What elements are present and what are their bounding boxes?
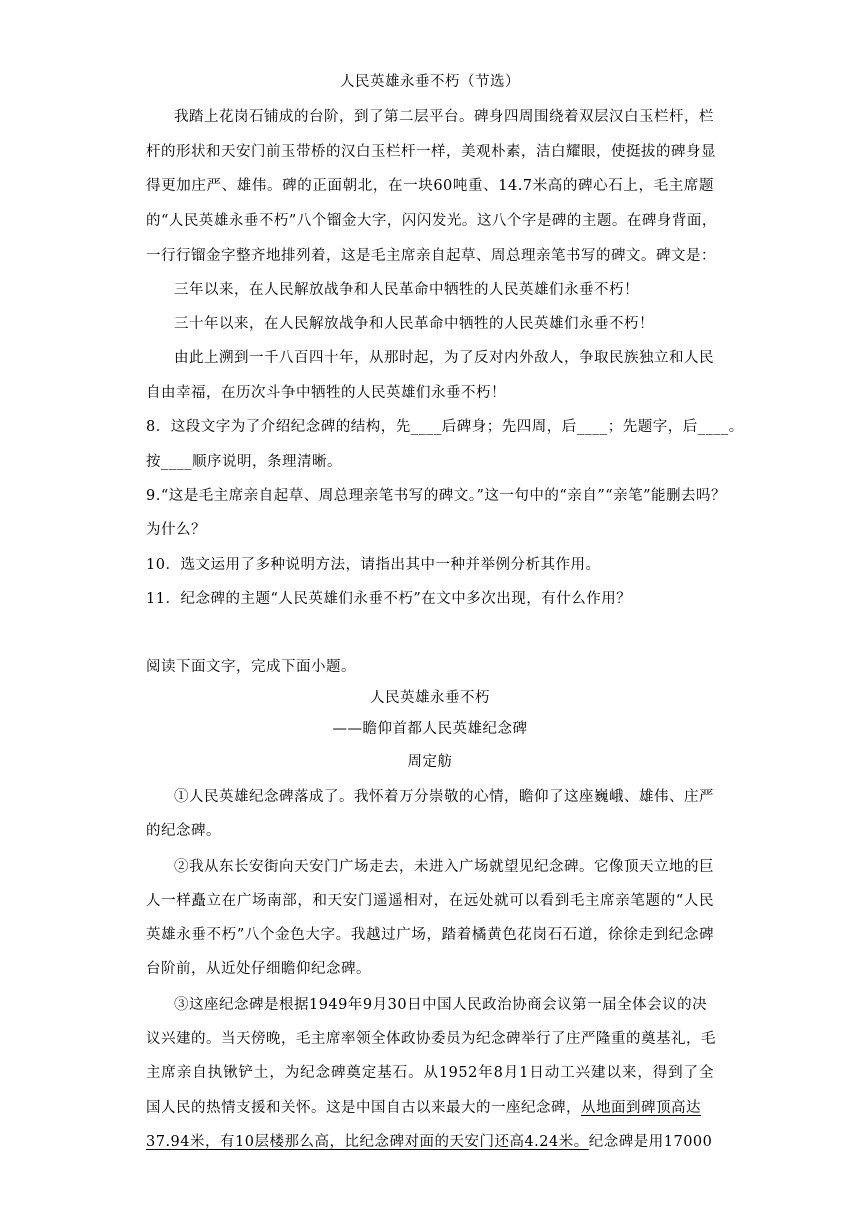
question-8: 8．这段文字为了介绍纪念碑的结构，先____后碑身；先四周，后____；先题字，后____。 xyxy=(146,419,744,435)
underlined-text: 从地面到碑顶高达 xyxy=(581,1100,701,1116)
passage2-line: ③这座纪念碑是根据1949年9月30日中国人民政治协商会议第一届全体会议的决 xyxy=(174,997,708,1013)
question-10: 10．选文运用了多种说明方法，请指出其中一种并举例分析其作用。 xyxy=(146,557,601,573)
underlined-text: 37.94米，有10层楼那么高，比纪念碑对面的天安门还高4.24米。 xyxy=(146,1134,589,1150)
passage2-line: ①人民英雄纪念碑落成了。我怀着万分崇敬的心情，瞻仰了这座巍峨、雄伟、庄严 xyxy=(174,789,714,805)
passage2-line: ②我从东长安街向天安门广场走去，未进入广场就望见纪念碑。它像顶天立地的巨 xyxy=(174,859,714,875)
passage2-title: 人民英雄永垂不朽 xyxy=(370,690,490,706)
passage2-line: 人一样矗立在广场南部，和天安门遥遥相对，在远处就可以看到毛主席亲笔题的“人民 xyxy=(146,893,714,909)
question-8-cont: 按____顺序说明，条理清晰。 xyxy=(146,454,342,470)
passage1-line: 三年以来，在人民解放战争和人民革命中牺牲的人民英雄们永垂不朽！ xyxy=(174,282,639,298)
passage2-line xyxy=(146,1098,701,1118)
passage2-author: 周定舫 xyxy=(407,754,453,770)
question-9: 9.“这是毛主席亲自起草、周总理亲笔书写的碑文。”这一句中的“亲自”“亲笔”能删去吗？ xyxy=(146,488,727,504)
passage2-line: 台阶前，从近处仔细瞻仰纪念碑。 xyxy=(146,961,371,977)
passage1-line: 由此上溯到一千八百四十年，从那时起，为了反对内外敌人，争取民族独立和人民 xyxy=(174,350,714,366)
passage2-text: 纪念碑是用17000 xyxy=(588,1134,713,1150)
reading-instruction: 阅读下面文字，完成下面小题。 xyxy=(146,659,356,675)
passage1-line: 我踏上花岗石铺成的台阶，到了第二层平台。碑身四周围绕着双层汉白玉栏杆，栏 xyxy=(174,109,714,125)
passage1-line: 得更加庄严、雄伟。碑的正面朝北，在一块60吨重、14.7米高的碑心石上，毛主席题 xyxy=(146,178,714,194)
passage2-subtitle: ——瞻仰首都人民英雄纪念碑 xyxy=(332,721,528,737)
passage1-line: 杆的形状和天安门前玉带桥的汉白玉栏杆一样，美观朴素，洁白耀眼，使挺拔的碑身显 xyxy=(146,144,716,160)
passage2-line: 主席亲自执锹铲土，为纪念碑奠定基石。从1952年8月1日动工兴建以来，得到了全 xyxy=(146,1065,714,1081)
passage1-title: 人民英雄永垂不朽（节选） xyxy=(340,74,520,90)
passage1-line: 自由幸福，在历次斗争中牺牲的人民英雄们永垂不朽！ xyxy=(146,385,506,401)
passage2-line: 议兴建的。当天傍晚，毛主席率领全体政协委员为纪念碑举行了庄严隆重的奠基礼，毛 xyxy=(146,1031,716,1047)
passage2-line xyxy=(146,1132,712,1152)
passage1-line: 的“人民英雄永垂不朽”八个镏金大字，闪闪发光。这八个字是碑的主题。在碑身背面， xyxy=(146,213,717,229)
passage2-line: 的纪念碑。 xyxy=(146,823,221,839)
passage2-text: 国人民的热情支援和关怀。这是中国自古以来最大的一座纪念碑， xyxy=(146,1100,581,1116)
passage2-line: 英雄永垂不朽”八个金色大字。我越过广场，踏着橘黄色花岗石石道，徐徐走到纪念碑 xyxy=(146,927,714,943)
question-9-cont: 为什么？ xyxy=(146,522,206,538)
passage1-line: 三十年以来，在人民解放战争和人民革命中牺牲的人民英雄们永垂不朽！ xyxy=(174,316,654,332)
question-11: 11．纪念碑的主题“人民英雄们永垂不朽”在文中多次出现，有什么作用？ xyxy=(146,591,632,607)
passage1-line: 一行行镏金字整齐地排列着，这是毛主席亲自起草、周总理亲笔书写的碑文。碑文是： xyxy=(146,248,716,264)
